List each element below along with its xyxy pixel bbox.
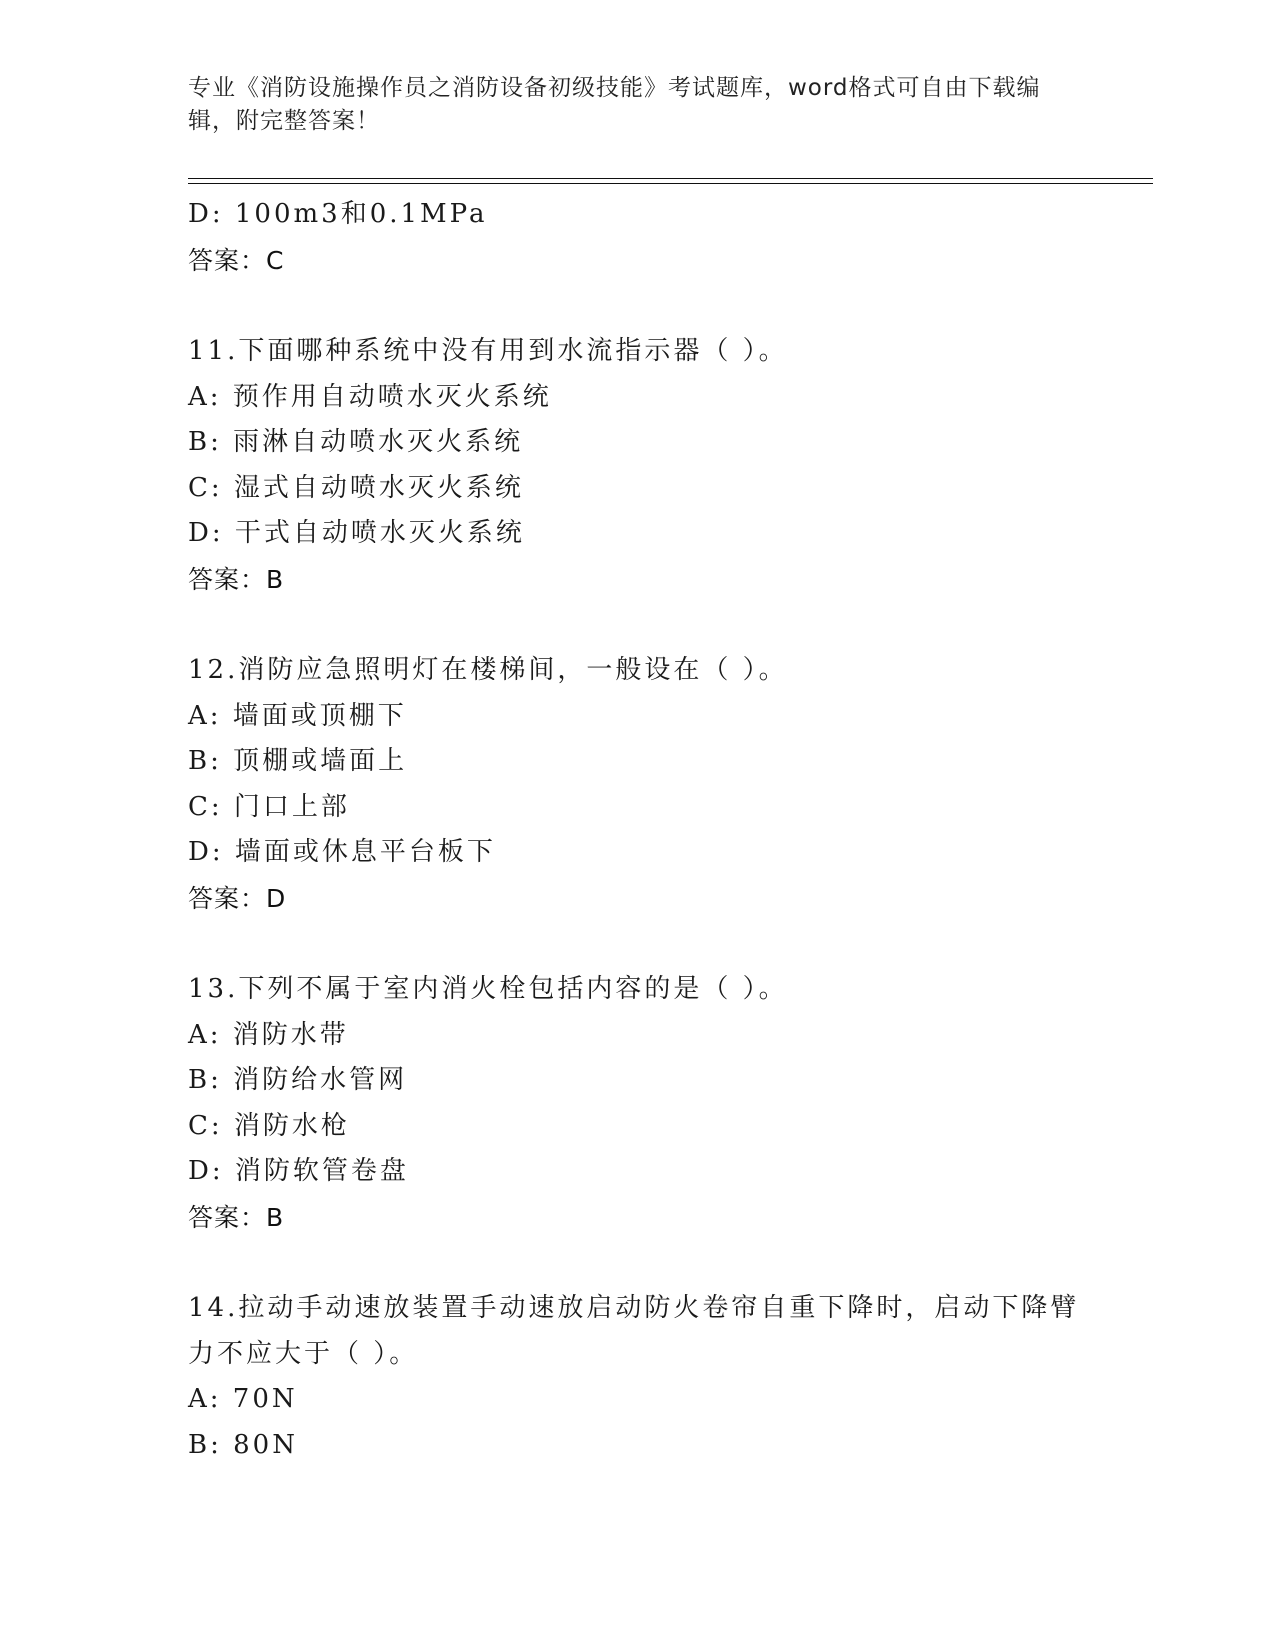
question-13-option-b: B: 消防给水管网 — [188, 1065, 408, 1095]
question-14-option-a: A: 70N — [188, 1384, 298, 1414]
spacer — [188, 1240, 1088, 1286]
question-14-stem-line2: 力不应大于（ ）。 — [188, 1338, 419, 1369]
question-12-option-c: C: 门口上部 — [188, 791, 350, 822]
question-13-option-d: D: 消防软管卷盘 — [188, 1156, 409, 1186]
question-13-answer: 答案：B — [188, 1202, 285, 1232]
spacer — [188, 283, 1088, 329]
question-11-option-b: B: 雨淋自动喷水灭火系统 — [188, 427, 524, 457]
page-header: 专业《消防设施操作员之消防设备初级技能》考试题库，word格式可自由下载编辑，附完整答案！ — [188, 75, 1041, 134]
spacer — [188, 921, 1088, 967]
question-12-option-a: A: 墙面或顶棚下 — [188, 700, 407, 731]
question-13-option-c: C: 消防水枪 — [188, 1110, 350, 1141]
spacer — [188, 602, 1088, 648]
prev-option-d: D: 100m3和0.1MPa — [188, 199, 488, 229]
question-12-option-d: D: 墙面或休息平台板下 — [188, 837, 496, 867]
question-11-answer: 答案：B — [188, 564, 285, 594]
question-11-option-d: D: 干式自动喷水灭火系统 — [188, 518, 525, 548]
question-14-option-b: B: 80N — [188, 1429, 298, 1460]
question-11-option-c: C: 湿式自动喷水灭火系统 — [188, 472, 524, 503]
question-11-stem: 11.下面哪种系统中没有用到水流指示器（ ）。 — [188, 336, 788, 366]
question-12-answer: 答案：D — [188, 883, 287, 913]
question-12-option-b: B: 顶棚或墙面上 — [188, 746, 408, 776]
question-12-stem: 12.消防应急照明灯在楼梯间，一般设在（ ）。 — [188, 655, 788, 685]
question-14-stem-line1: 14.拉动手动速放装置手动速放启动防火卷帘自重下降时，启动下降臂 — [188, 1293, 1080, 1323]
header-rule-bottom — [188, 183, 1153, 184]
question-11-option-a: A: 预作用自动喷水灭火系统 — [188, 381, 552, 412]
question-13-option-a: A: 消防水带 — [188, 1019, 349, 1050]
question-13-stem: 13.下列不属于室内消火栓包括内容的是（ ）。 — [188, 974, 788, 1004]
header-rule-top — [188, 178, 1153, 179]
prev-answer: 答案：C — [188, 245, 285, 275]
question-list — [188, 192, 1088, 1468]
